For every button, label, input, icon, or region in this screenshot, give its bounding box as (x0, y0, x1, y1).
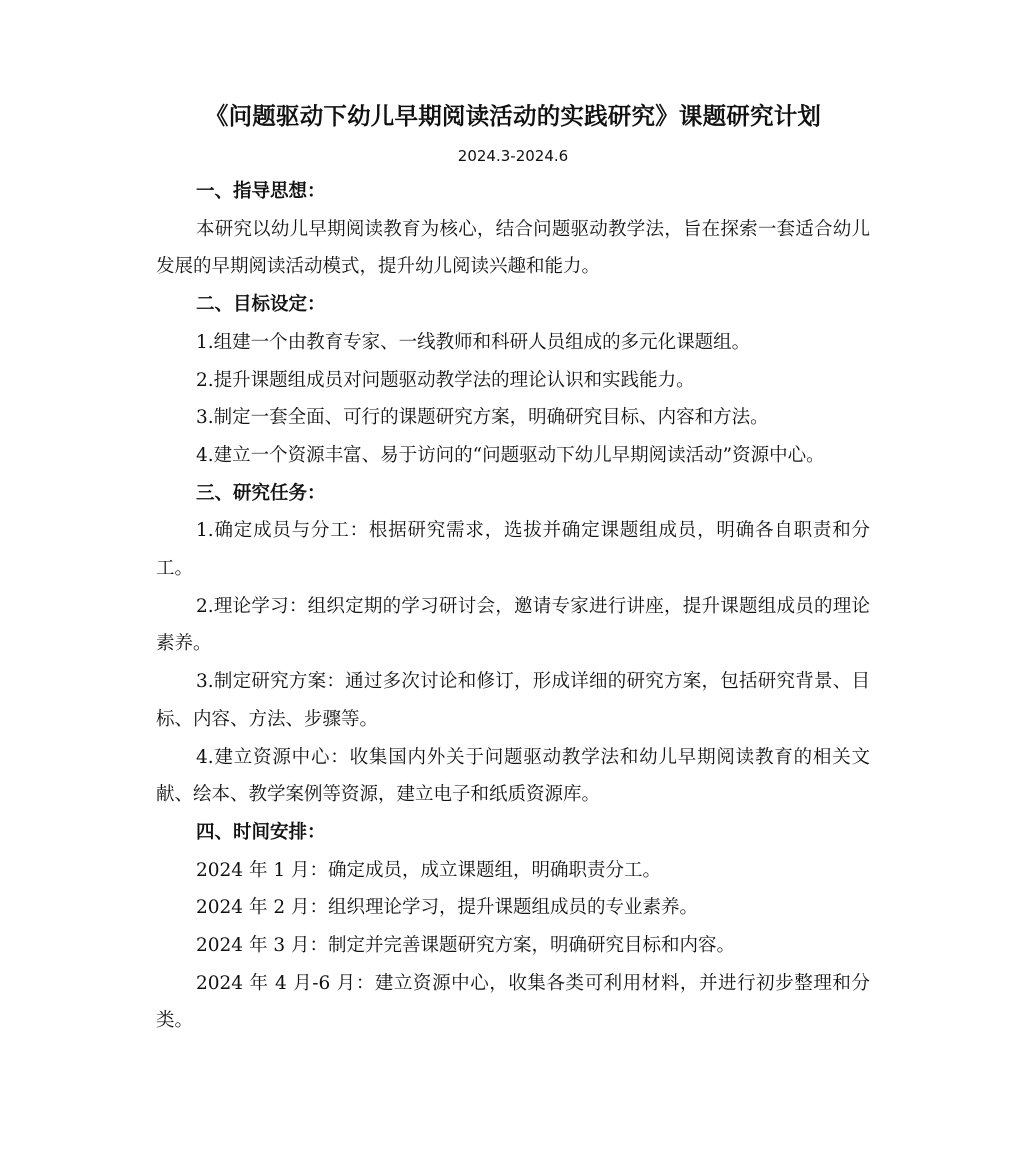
goal-item: 1.组建一个由教育专家、一线教师和科研人员组成的多元化课题组。 (196, 331, 751, 353)
goal-item: 3.制定一套全面、可行的课题研究方案，明确研究目标、内容和方法。 (196, 407, 769, 429)
task-item: 1.确定成员与分工：根据研究需求，选拔并确定课题组成员，明确各自职责和分工。 (156, 520, 870, 580)
task-item: 2.理论学习：组织定期的学习研讨会，邀请专家进行讲座，提升课题组成员的理论素养。 (156, 595, 870, 655)
date-range: 2024.3-2024.6 (457, 147, 569, 165)
goal-item: 4.建立一个资源丰富、易于访问的“问题驱动下幼儿早期阅读活动”资源中心。 (196, 444, 825, 466)
paragraph: 本研究以幼儿早期阅读教育为核心，结合问题驱动教学法，旨在探索一套适合幼儿发展的早期阅读活动模式，提升幼儿阅读兴趣和能力。 (156, 218, 870, 278)
schedule-item: 2024 年 1 月：确定成员，成立课题组，明确职责分工。 (196, 859, 661, 881)
schedule-item: 2024 年 4 月-6 月：建立资源中心，收集各类可利用材料，并进行初步整理和分类。 (156, 972, 870, 1032)
schedule-item: 2024 年 2 月：组织理论学习，提升课题组成员的专业素养。 (196, 897, 698, 919)
goal-item: 2.提升课题组成员对问题驱动教学法的理论认识和实践能力。 (196, 369, 695, 391)
section-research-tasks (156, 475, 870, 814)
section-guiding-thought (156, 173, 870, 286)
section-goals (156, 286, 870, 475)
section-heading: 二、目标设定： (196, 294, 326, 316)
task-item: 3.制定研究方案：通过多次讨论和修订，形成详细的研究方案，包括研究背景、目标、内容、方法、步骤等。 (156, 671, 870, 730)
task-item: 4.建立资源中心：收集国内外关于问题驱动教学法和幼儿早期阅读教育的相关文献、绘本、教学案例等资源，建立电子和纸质资源库。 (156, 746, 870, 806)
schedule-item: 2024 年 3 月：制定并完善课题研究方案，明确研究目标和内容。 (196, 935, 735, 957)
section-heading: 一、指导思想： (196, 181, 326, 202)
document-title: 《问题驱动下幼儿早期阅读活动的实践研究》课题研究计划 (204, 102, 822, 130)
section-heading: 三、研究任务： (196, 482, 326, 504)
document-page (156, 96, 870, 1040)
section-schedule (156, 814, 870, 1040)
section-heading: 四、时间安排： (196, 821, 326, 843)
